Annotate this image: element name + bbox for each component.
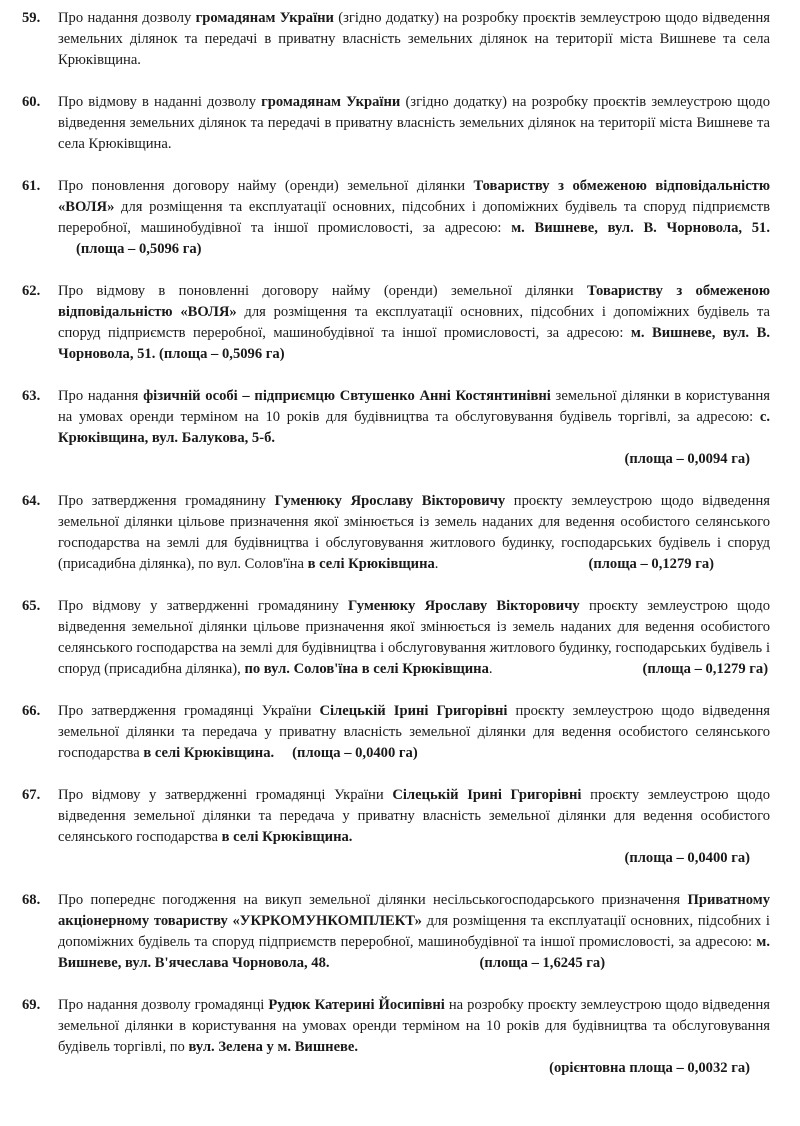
item-subject: фізичній особі – підприємцю Свтушенко Анні Костянтинівні: [143, 388, 551, 404]
item-subject: Сілецькій Ірині Григорівні: [319, 703, 508, 719]
item-text: земельної ділянки в користування на умовах оренди терміном на 10 років для будівництва та обслуговування будівель торгівлі, за адресою:: [58, 388, 771, 425]
item-area: (площа – 0,5096 га): [76, 241, 202, 257]
item-text: Про відмову в наданні дозволу: [58, 94, 262, 110]
item-address: в селі Крюківщина: [307, 556, 435, 572]
item-text: для розміщення та експлуатації основних, підсобних і допоміжних будівель та споруд підприємств переробної, машинобудівної та іншої промисловості, за адресою:: [58, 913, 770, 950]
agenda-item-63: [22, 386, 771, 470]
agenda-item-65: [22, 596, 770, 680]
item-address: м. Вишневе, вул. В. Чорновола, 51.: [511, 220, 770, 236]
agenda-item-66: [22, 701, 770, 764]
item-text: Про затвердження громадянці України: [58, 703, 320, 719]
item-text: Про відмову в поновленні договору найму (оренди) земельної ділянки: [58, 283, 587, 299]
item-number: 68.: [22, 892, 41, 908]
item-number: 60.: [22, 94, 41, 110]
agenda-item-60: [22, 92, 770, 155]
agenda-item-69: [22, 995, 770, 1079]
item-area: (орієнтовна площа – 0,0032 га): [549, 1060, 750, 1076]
item-text: для розміщення та експлуатації основних, підсобних і допоміжних будівель та споруд підприємств переробної, машинобудівної та іншої промисловості, за адресою:: [58, 199, 770, 236]
item-address: м. Вишневе, вул. В'ячеслава Чорновола, 48.: [58, 934, 770, 971]
item-text: проєкту землеустрою щодо відведення земельної ділянки цільове призначення якої змінюється із земель наданих для ведення особистого селянського господарства на землі для будівництва і обслуговування житлового будинку, господарських будівель і споруд (присадибна ділянка),: [58, 598, 770, 677]
item-text: .: [434, 556, 439, 572]
item-subject: громадянам України: [195, 10, 334, 26]
item-text: Про відмову у затвердженні громадянці України: [58, 787, 393, 803]
item-text: (згідно додатку) на розробку проєктів землеустрою щодо відведення земельних ділянок та передачі в приватну власність земельних ділянок на території міста Вишневе та села Крюківщина.: [58, 94, 770, 152]
item-number: 64.: [22, 493, 41, 509]
item-area: (площа – 0,0400 га): [624, 850, 750, 866]
item-area: (площа – 0,1279 га): [642, 661, 769, 677]
item-address: в селі Крюківщина.: [143, 745, 275, 761]
item-text: Про надання: [58, 388, 144, 404]
item-address: вул. Зелена у м. Вишневе.: [188, 1039, 359, 1055]
item-text: проєкту землеустрою щодо відведення земельної ділянки та передача у приватну власність земельної ділянки для ведення особистого селянського господарства: [58, 703, 770, 761]
item-number: 59.: [22, 10, 41, 26]
item-number: 67.: [22, 787, 41, 803]
item-subject: Гуменюку Ярославу Вікторовичу: [274, 493, 506, 509]
item-number: 66.: [22, 703, 41, 719]
item-address: м. Вишневе, вул. В. Чорновола, 51.: [58, 325, 770, 362]
item-subject: Сілецькій Ірині Григорівні: [392, 787, 582, 803]
agenda-item-61: [22, 176, 770, 260]
item-text: .: [488, 661, 493, 677]
item-area: (площа – 0,1279 га): [588, 556, 714, 572]
agenda-item-59: [22, 8, 770, 71]
agenda-item-62: [22, 281, 770, 365]
item-subject: Гуменюку Ярославу Вікторовичу: [348, 598, 580, 614]
item-text: проєкту землеустрою щодо відведення земельної ділянки цільове призначення якої змінюється із земель наданих для ведення особистого селянського господарства на землі для будівництва і обслуговування житлового будинку, господарських будівель і споруд (присадибна ділянка), по вул. Солов'їна: [58, 493, 770, 572]
item-number: 63.: [22, 388, 41, 404]
item-text: на розробку проєкту землеустрою щодо відведення земельної ділянки в користування на умовах оренди терміном на 10 років для будівництва та обслуговування будівель торгівлі, по: [58, 997, 770, 1055]
item-subject: Товариству з обмеженою відповідальністю «ВОЛЯ»: [58, 178, 770, 215]
item-text: для розміщення та експлуатації основних, підсобних і допоміжних будівель та споруд підприємств переробної, машинобудівної та іншої промисловості, за адресою:: [58, 304, 770, 341]
item-subject: Рудюк Катерині Йосипівні: [268, 997, 445, 1013]
item-area: (площа – 0,0094 га): [624, 451, 750, 467]
item-text: Про затвердження громадянину: [58, 493, 275, 509]
item-text: Про поновлення договору найму (оренди) земельної ділянки: [58, 178, 474, 194]
item-text: Про надання дозволу: [58, 10, 196, 26]
agenda-item-68: [22, 890, 770, 974]
item-number: 62.: [22, 283, 41, 299]
item-text: (згідно додатку) на розробку проєктів землеустрою щодо відведення земельних ділянок та передачі в приватну власність земельних ділянок на території міста Вишневе та села Крюківщина.: [58, 10, 770, 68]
item-text: Про надання дозволу громадянці: [58, 997, 269, 1013]
item-number: 61.: [22, 178, 41, 194]
item-address: с. Крюківщина, вул. Балукова, 5-б.: [58, 409, 770, 446]
item-address: по вул. Солов'їна в селі Крюківщина: [244, 661, 489, 677]
item-text: Про відмову у затвердженні громадянину: [58, 598, 349, 614]
agenda-item-67: [22, 785, 771, 869]
item-number: 69.: [22, 997, 41, 1013]
item-text: Про попереднє погодження на викуп земельної ділянки несільськогосподарського призначення: [58, 892, 688, 908]
item-area: (площа – 1,6245 га): [479, 955, 606, 971]
item-address: в селі Крюківщина.: [221, 829, 353, 845]
item-area: (площа – 0,0400 га): [292, 745, 418, 761]
item-subject: Товариству з обмеженою відповідальністю «ВОЛЯ»: [58, 283, 770, 320]
item-subject: Приватному акціонерному товариству «УКРКОМУНКОМПЛЕКТ»: [58, 892, 770, 929]
item-text: проєкту землеустрою щодо відведення земельної ділянки та передача у приватну власність земельної ділянки для ведення особистого селянського господарства: [58, 787, 771, 845]
item-number: 65.: [22, 598, 41, 614]
item-area: (площа – 0,5096 га): [159, 346, 285, 362]
item-subject: громадянам України: [261, 94, 401, 110]
agenda-item-64: [22, 491, 770, 575]
